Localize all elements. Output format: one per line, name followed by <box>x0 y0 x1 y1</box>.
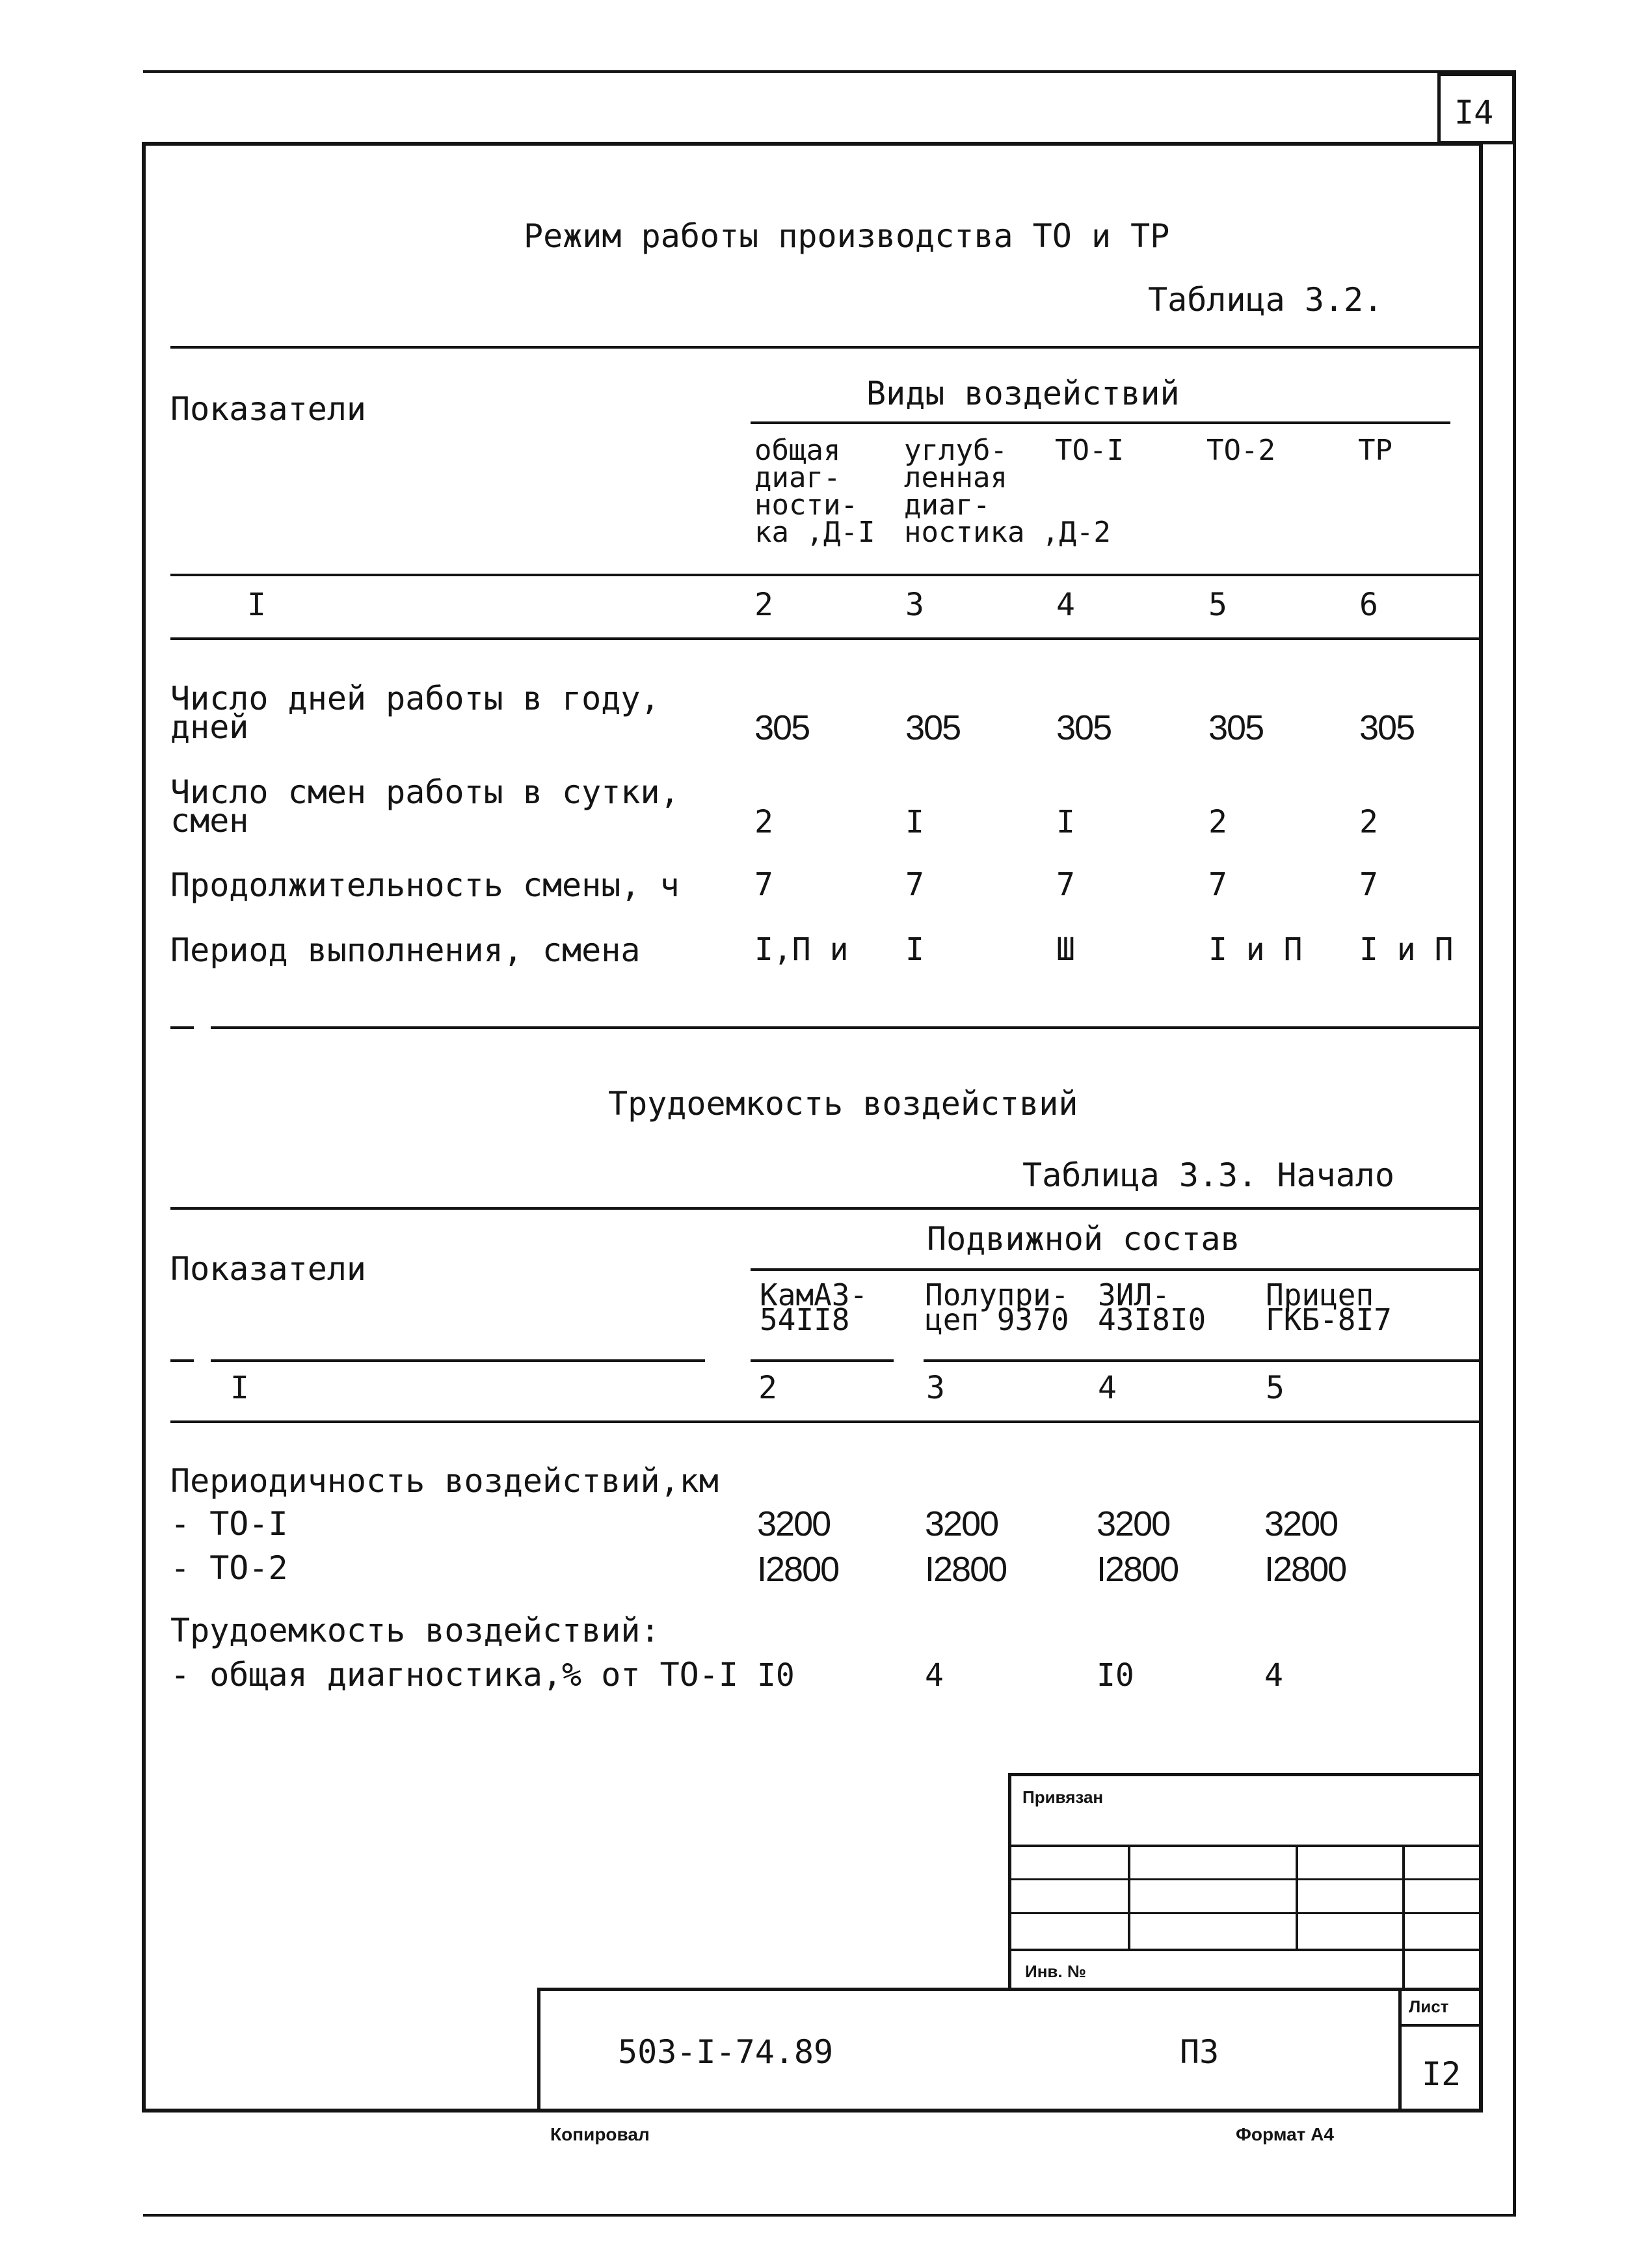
table-3-2-numbers-rule-end <box>1320 637 1479 640</box>
table-3-3-heading: Трудоемкость воздействий <box>608 1085 1078 1123</box>
table-3-2-cell: I <box>905 804 924 840</box>
table-3-2-caption: Таблица 3.2. <box>1148 281 1383 319</box>
table-3-3-col-number: 4 <box>1098 1370 1117 1406</box>
table-3-3-section-periodicity: Периодичность воздействий,км <box>170 1462 719 1500</box>
frame-bottom <box>142 2109 1483 2113</box>
table-3-3-cell: 4 <box>1264 1657 1283 1694</box>
top-rule <box>143 70 1515 73</box>
table-3-3-cell: I0 <box>757 1657 795 1694</box>
table-3-3-row-label: - ТО-2 <box>170 1549 288 1587</box>
table-3-2-cell: 305 <box>1208 708 1264 747</box>
doc-block-sheet-divider <box>1398 1988 1402 2111</box>
frame-left <box>142 142 146 2113</box>
table-3-3-col-number: 5 <box>1266 1370 1285 1406</box>
table-3-2-header-indicators: Показатели <box>170 390 367 428</box>
doc-type: ПЗ <box>1180 2033 1219 2071</box>
table-3-3-cell: I2800 <box>757 1550 839 1589</box>
table-3-2-cell: 305 <box>1359 708 1415 747</box>
table-3-2-bottom-rule-dash <box>170 1026 194 1029</box>
table-3-2-row-label: Число смен работы в сутки, смен <box>170 773 680 840</box>
table-3-2-cell: I и П <box>1359 931 1454 968</box>
table-3-2-cell: 7 <box>1208 866 1227 903</box>
table-3-3-col-header: ЗИЛ- 43I8I0 <box>1098 1277 1206 1337</box>
table-3-2-col-number: 6 <box>1359 587 1378 623</box>
table-3-3-col-number: 3 <box>926 1370 945 1406</box>
table-3-3-col-number: 2 <box>758 1370 777 1406</box>
table-3-3-group-rule <box>751 1268 1479 1271</box>
table-3-2-top-rule <box>170 346 1479 349</box>
table-3-2-cell: I,П и <box>754 931 849 968</box>
table-3-2-cell: I и П <box>1208 931 1303 968</box>
stamp-inv-no: Инв. № <box>1025 1962 1086 1981</box>
table-3-3-numbers-rule <box>170 1420 1479 1423</box>
table-3-2-bottom-rule <box>211 1026 1479 1029</box>
table-3-3-cell: 3200 <box>757 1504 831 1543</box>
table-3-3-cell: 4 <box>925 1657 944 1694</box>
table-3-2-col-number: 4 <box>1056 587 1075 623</box>
stamp-col-rule-3 <box>1402 1845 1405 1988</box>
sheet-number: I2 <box>1422 2055 1461 2093</box>
table-3-3-header-group: Подвижной состав <box>927 1220 1240 1258</box>
page-number: I4 <box>1454 94 1494 131</box>
table-3-2-cell: I <box>905 931 924 968</box>
table-3-3-section-labor: Трудоемкость воздействий: <box>170 1612 660 1649</box>
stamp-row-rule-4 <box>1008 1949 1483 1951</box>
table-3-3-cell: I0 <box>1097 1657 1134 1694</box>
table-3-2-col-number: 3 <box>905 587 924 623</box>
table-3-2-col-header: ТО-I <box>1055 434 1124 467</box>
table-3-3-cell: I2800 <box>1264 1550 1346 1589</box>
table-3-2-cell: I <box>1056 804 1075 840</box>
table-3-2-row-label: Период выполнения, смена <box>170 931 641 969</box>
sheet-label: Лист <box>1409 1997 1449 2016</box>
table-3-2-heading: Режим работы производства ТО и ТР <box>524 217 1170 255</box>
table-3-2-numbers-rule <box>170 637 1335 640</box>
table-3-2-cell: 7 <box>905 866 924 903</box>
table-3-3-col-header: КамАЗ- 54II8 <box>760 1277 868 1337</box>
table-3-3-header-rule-a <box>211 1359 705 1362</box>
frame-top <box>142 142 1483 146</box>
table-3-3-caption: Таблица 3.3. Начало <box>1022 1156 1394 1194</box>
table-3-2-cell: 2 <box>1359 804 1378 840</box>
table-3-3-cell: I2800 <box>925 1550 1007 1589</box>
table-3-2-row-label: Продолжительность смены, ч <box>170 866 680 904</box>
table-3-2-col-number: I <box>247 587 266 623</box>
table-3-3-header-indicators: Показатели <box>170 1250 367 1288</box>
footer-format: Формат А4 <box>1236 2124 1334 2144</box>
table-3-3-row-label: - общая диагностика,% от ТО-I <box>170 1656 738 1694</box>
table-3-3-cell: 3200 <box>1097 1504 1170 1543</box>
stamp-row-rule-1 <box>1008 1845 1483 1847</box>
table-3-2-cell: 305 <box>905 708 961 747</box>
table-3-2-col-header: общая диаг- ности- ка ,Д-I <box>754 434 875 549</box>
doc-block-sheet-label-rule <box>1398 2024 1483 2027</box>
table-3-3-col-number: I <box>230 1370 249 1406</box>
table-3-3-cell: 3200 <box>1264 1504 1338 1543</box>
table-3-2-row-label: Число дней работы в году, дней <box>170 680 660 746</box>
table-3-3-col-header: Прицеп ГКБ-8I7 <box>1266 1277 1392 1337</box>
stamp-top <box>1008 1773 1483 1776</box>
table-3-2-cell: 2 <box>1208 804 1227 840</box>
doc-block-left <box>537 1988 540 2111</box>
bottom-rule <box>143 2214 1515 2217</box>
table-3-2-col-header: ТР <box>1358 434 1392 467</box>
doc-code: 503-I-74.89 <box>618 2033 834 2071</box>
table-3-2-group-rule <box>751 421 1450 424</box>
table-3-2-cell: Ш <box>1056 931 1075 968</box>
stamp-left <box>1008 1773 1011 1988</box>
table-3-2-col-number: 2 <box>754 587 773 623</box>
table-3-3-row-label: - ТО-I <box>170 1505 288 1543</box>
table-3-2-cell: 7 <box>1359 866 1378 903</box>
doc-block-top <box>537 1988 1483 1991</box>
stamp-privyazan: Привязан <box>1022 1787 1104 1807</box>
footer-kopiroval: Копировал <box>550 2124 650 2144</box>
stamp-row-rule-3 <box>1008 1912 1483 1914</box>
table-3-2-cell: 305 <box>1056 708 1112 747</box>
table-3-3-header-rule-b <box>751 1359 894 1362</box>
frame-right <box>1479 142 1483 2113</box>
table-3-2-cell: 7 <box>1056 866 1075 903</box>
table-3-2-cell: 7 <box>754 866 773 903</box>
table-3-2-cell: 2 <box>754 804 773 840</box>
table-3-2-header-bottom-rule <box>170 574 1479 576</box>
stamp-col-rule-1 <box>1128 1845 1130 1949</box>
table-3-3-top-rule <box>170 1207 1479 1210</box>
table-3-3-header-rule-c <box>924 1359 1479 1362</box>
stamp-col-rule-2 <box>1296 1845 1298 1949</box>
table-3-3-cell: I2800 <box>1097 1550 1179 1589</box>
outer-right-rule <box>1513 70 1516 2217</box>
table-3-3-col-header: Полупри- цеп 9370 <box>925 1277 1069 1337</box>
table-3-2-col-header: ТО-2 <box>1206 434 1275 467</box>
table-3-2-cell: 305 <box>754 708 810 747</box>
table-3-2-col-number: 5 <box>1208 587 1227 623</box>
table-3-3-cell: 3200 <box>925 1504 998 1543</box>
table-3-3-header-rule-dash <box>170 1359 194 1362</box>
stamp-row-rule-2 <box>1008 1878 1483 1880</box>
table-3-2-col-header: углуб- ленная диаг- ностика ,Д-2 <box>904 434 1111 549</box>
table-3-2-header-group: Виды воздействий <box>866 375 1180 412</box>
